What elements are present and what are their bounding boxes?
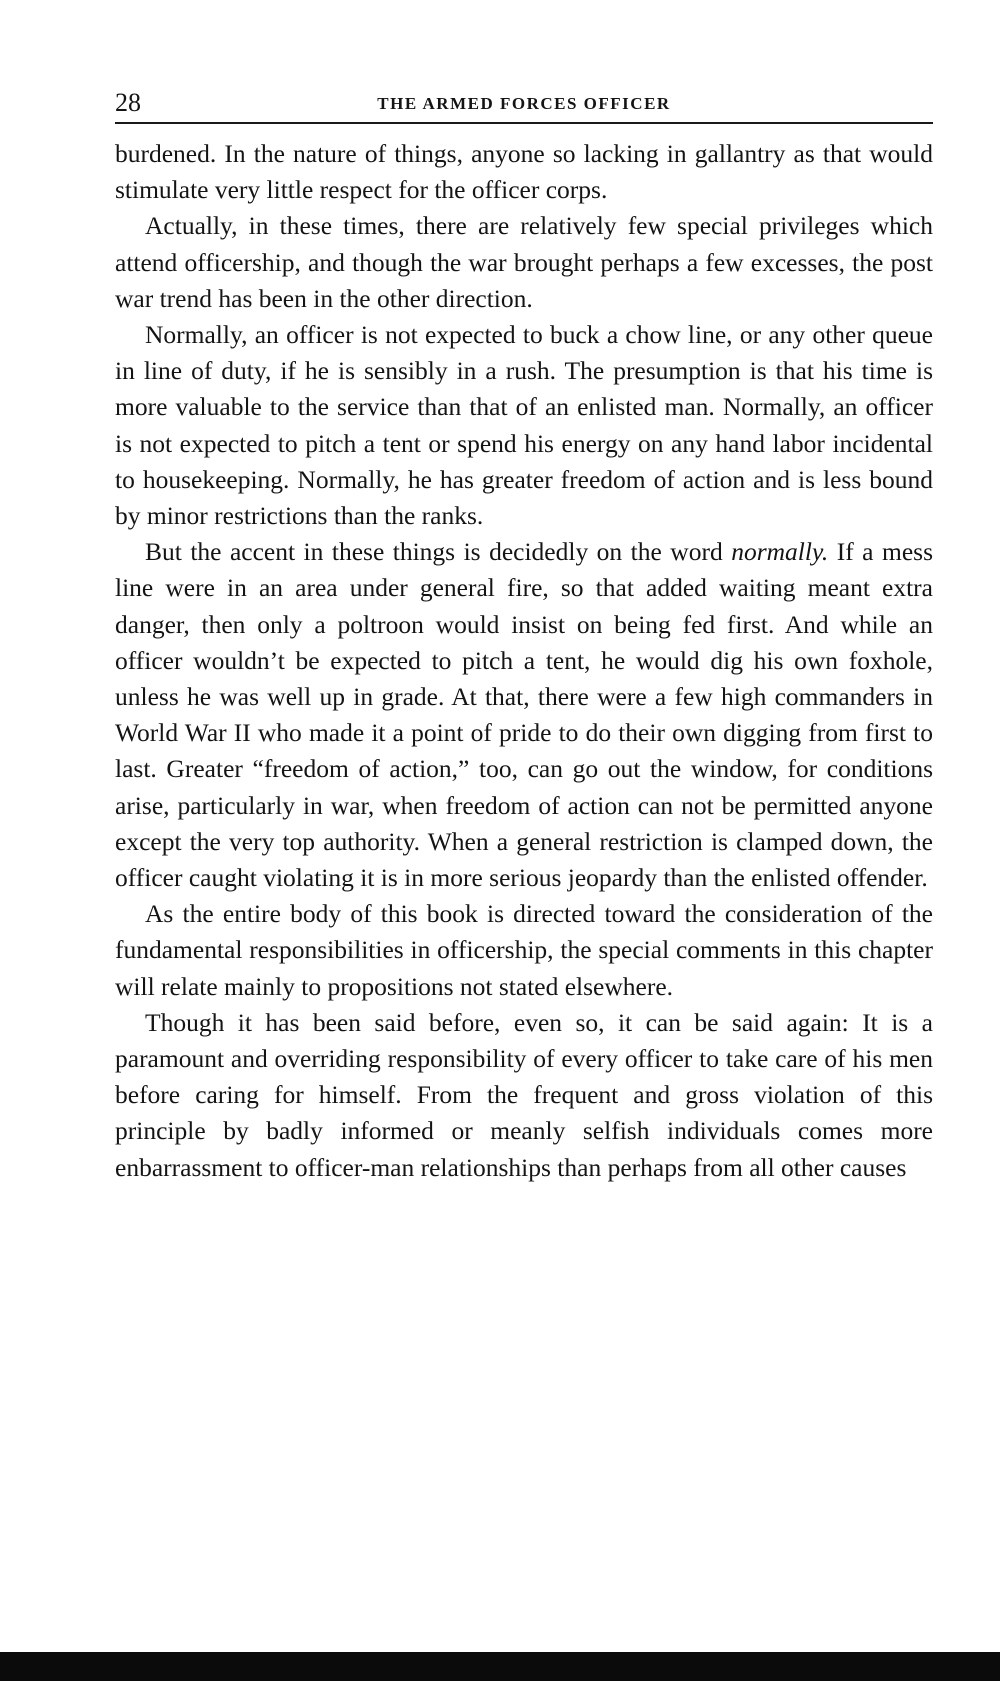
paragraph-4-start: But the accent in these things is decidedly on the word: [145, 537, 723, 567]
paragraph-4-emphasis: normally.: [731, 537, 829, 567]
paragraph-3: Normally, an officer is not expected to buck a chow line, or any other queue in line of duty, if he is sensibly in a rush. The presumption is that his time is more valuable to the service than that of an enlisted man. Normally, an officer is not expected to pitch a tent or spend his energy on any hand labor incidental to housekeeping. Normally, he has greater freedom of action and is less bound by minor restrictions than the ranks.: [115, 320, 933, 531]
paragraph-2: Actually, in these times, there are relatively few special privileges which attend officership, and though the war brought perhaps a few excesses, the post war trend has been in the other direction.: [115, 211, 933, 313]
paragraph-1: burdened. In the nature of things, anyone so lacking in gallantry as that would stimulate very little respect for the officer corps.: [115, 139, 933, 205]
paragraph-4: [115, 534, 933, 896]
page-body: [115, 136, 933, 1186]
paragraph-5: As the entire body of this book is directed toward the consideration of the fundamental responsibilities in officership, the special comments in this chapter will relate mainly to propositions not stated elsewhere.: [115, 899, 933, 1001]
paragraph-6: Though it has been said before, even so, it can be said again: It is a paramount and overriding responsibility of every officer to take care of his men before caring for himself. From the frequent and gross violation of this principle by badly informed or meanly selfish individuals comes more enbarrassment to officer-man relationships than perhaps from all other causes: [115, 1007, 933, 1182]
page-header: [115, 88, 933, 124]
page-number: 28: [115, 88, 141, 117]
scan-edge-bar: [0, 1652, 1000, 1681]
running-title: THE ARMED FORCES OFFICER: [377, 94, 671, 113]
paragraph-4-rest: If a mess line were in an area under general fire, so that added waiting meant extra danger, then only a poltroon would insist on being fed first. And while an officer wouldn’t be expected to pitch a tent, he would dig his own foxhole, unless he was well up in grade. At that, there were a few high commanders in World War II who made it a point of pride to do their own digging from first to last. Greater “freedom of action,” too, can go out the window, for conditions arise, particularly in war, when freedom of action can not be permitted anyone except the very top authority. When a general restriction is clamped down, the officer caught violating it is in more serious jeopardy than the enlisted offender.: [115, 537, 933, 893]
